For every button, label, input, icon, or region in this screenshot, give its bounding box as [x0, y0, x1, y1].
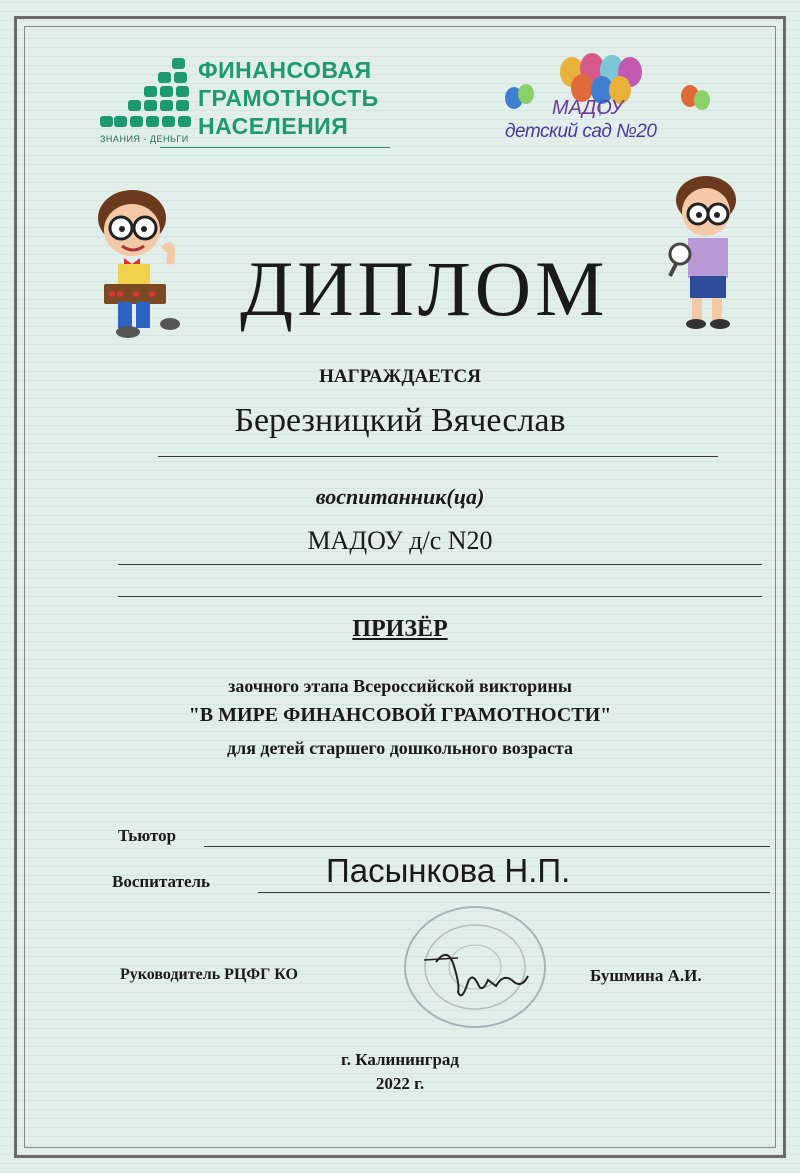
description-line-3: для детей старшего дошкольного возраста: [226, 738, 574, 758]
award-title: ПРИЗЁР: [352, 616, 448, 642]
educator-name: Пасынкова Н.П.: [326, 852, 571, 889]
logo-tagline: ЗНАНИЯ - ДЕНЬГИ: [100, 134, 189, 144]
description-line-1: заочного этапа Всероссийской викторины: [228, 676, 572, 696]
tutor-line: [204, 846, 770, 847]
city-label: г. Калининград: [340, 1050, 460, 1069]
description-line-2: "В МИРЕ ФИНАНСОВОЙ ГРАМОТНОСТИ": [188, 704, 612, 726]
logo-line-1: ФИНАНСОВАЯ: [198, 57, 372, 83]
logo-line-3: НАСЕЛЕНИЯ: [198, 113, 349, 139]
institution-name: МАДОУ д/с N20: [307, 526, 493, 555]
awarded-label: НАГРАЖДАЕТСЯ: [319, 366, 481, 387]
boy-with-abacus-illustration-icon: [92, 188, 192, 340]
head-name: Бушмина А.И.: [590, 966, 702, 985]
head-label: Руководитель РЦФГ КО: [120, 966, 298, 983]
diploma-title: ДИПЛОМ: [240, 245, 609, 332]
logo-underline: [160, 147, 390, 148]
educator-line: [258, 892, 770, 893]
recipient-underline: [158, 456, 718, 457]
blank-line: [118, 596, 762, 597]
logo-line-2: ГРАМОТНОСТЬ: [198, 85, 379, 111]
signature-icon: [418, 942, 538, 1012]
kindergarten-logo-line-2: детский сад №20: [505, 121, 657, 142]
institution-underline: [118, 564, 762, 565]
year-label: 2022 г.: [375, 1074, 425, 1093]
boy-with-magnifier-illustration-icon: [662, 172, 742, 334]
educator-label: Воспитатель: [112, 872, 211, 891]
kindergarten-logo-line-1: МАДОУ: [552, 97, 624, 119]
tutor-label: Тьютор: [118, 826, 177, 845]
financial-literacy-logo-icon: [98, 56, 194, 138]
role-label: воспитанник(ца): [315, 484, 485, 509]
recipient-name: Березницкий Вячеслав: [234, 402, 566, 439]
